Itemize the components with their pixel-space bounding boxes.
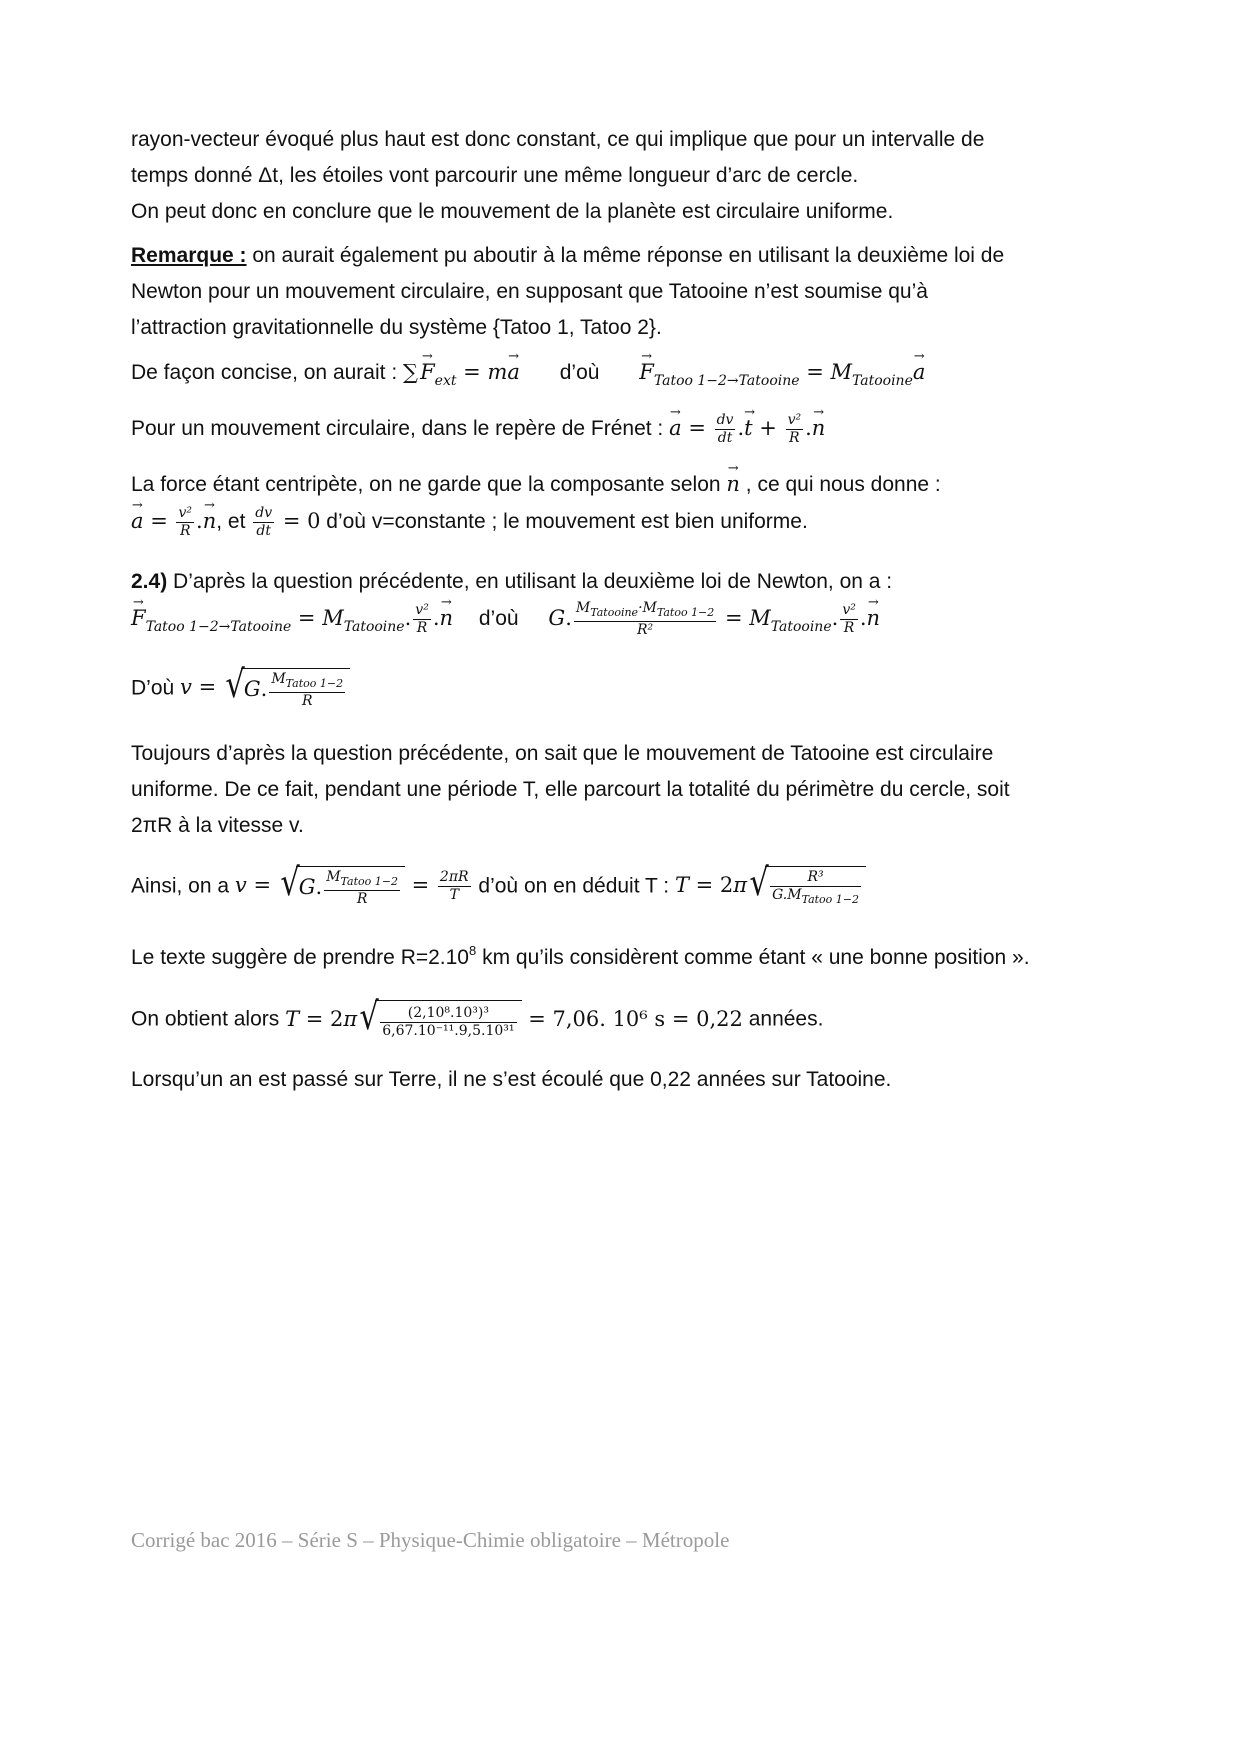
equation-result: T = 2π √ $\frac{\text{(2,10⁸.10³)³}}{\text{6,67.10⁻¹¹.9,5.10³¹}}$ = 7,06. 10⁶ s = 0,22 [285,994,743,1039]
equation-frenet: → a = $\frac{dv}{dt}$ .→ t + $\frac{\text{v²}}{R}$ .→ n [669,416,825,440]
text-line: temps donné Δt, les étoiles vont parcourir une même longueur d’arc de cercle. [131,164,859,187]
equation-force: → $F_{Tatoo 1-2\to Tatooine} = M_{Tatooine}\to a$ [639,360,925,384]
paragraph-toujours [131,736,1122,844]
dou-text: d’où [559,361,600,384]
text-line: La force étant centripète, on ne garde que la composante selon [131,473,727,496]
text-line: On peut donc en conclure que le mouvement de la planète est circulaire uniforme. [131,200,894,223]
paragraph-obtient [131,994,1122,1040]
equation-newton: ∑ → $F_{ext} = m\to a$ [403,360,520,384]
paragraph-texte [131,933,1122,976]
paragraph-ainsi [131,860,1122,908]
text-line: D’après la question précédente, en utilisant la deuxième loi de Newton, on a : [167,570,893,593]
question-label: 2.4) [131,570,168,593]
text-line: Pour un mouvement circulaire, dans le repère de Frénet : [131,417,670,440]
text-line: on aurait également pu aboutir à la même réponse en utilisant la deuxième loi de [246,244,1005,267]
result-denominator: 6,67.10⁻¹¹.9,5.10³¹ [382,1023,515,1039]
result-numerator: (2,10⁸.10³)³ [380,1005,516,1023]
equation-q24-right: G. $\frac{M_{Tatooine}\cdot M_{Tatoo 1-2}}{\text{R²}}$ = $M_{Tatooine}$. $\frac{\text{v²}}{R}$ .→ n [548,606,880,630]
text-line: Toujours d’après la question précédente, on sait que le mouvement de Tatooine est circulaire [131,742,994,765]
result-value: = 7,06. 10⁶ s = 0,22 [528,1006,743,1031]
paragraph-conclusion [131,1062,1122,1098]
text-line: d’où on en déduit T : [472,874,675,898]
paragraph-remark [131,238,1122,346]
equation-v: v = √ G. $\frac{M_{Tatoo 1-2}}{R}$ [180,675,350,699]
text-line: 2πR à la vitesse v. [131,814,304,837]
text-line: km qu’ils considèrent comme étant « une bonne position ». [476,946,1030,969]
text-line: Lorsqu’un an est passé sur Terre, il ne s’est écoulé que 0,22 années sur Tatooine. [131,1068,892,1091]
equation-centripete: → a = $\frac{\text{v²}}{R}$ .→ n [131,509,216,533]
exponent: 8 [469,943,477,958]
text-line: d’où v=constante ; le mouvement est bien uniforme. [320,510,808,533]
text-line: Newton pour un mouvement circulaire, en supposant que Tatooine n’est soumise qu’à [131,280,928,303]
dou-text: d’où [478,607,519,630]
paragraph-centripete [131,466,1122,540]
text-line: l’attraction gravitationnelle du système {Tatoo 1, Tatoo 2}. [131,316,662,339]
text-line: , ce qui nous donne : [739,473,941,496]
text-line: Ainsi, on a [131,874,235,898]
text-line: rayon-vecteur évoqué plus haut est donc constant, ce qui implique que pour un intervalle de [131,128,985,151]
paragraph-vitesse [131,662,1122,710]
et-text: , et [216,510,252,533]
text-line: uniforme. De ce fait, pendant une période T, elle parcourt la totalité du périmètre du cercle, soit [131,778,1010,801]
paragraph-concise [131,354,1122,399]
remark-label: Remarque : [131,244,247,267]
text-line: On obtient alors [131,1007,286,1031]
equation-dvdt: $\frac{dv}{dt}$ = 0 [255,505,321,539]
equation-v-period: v = √ G. $\frac{M_{Tatoo 1-2}}{R}$ = $\frac{2\pi R}{T}$ [234,860,469,907]
text-line: Le texte suggère de prendre R=2.10 [131,946,469,969]
vector-n: → n [726,472,740,496]
text-line: De façon concise, on aurait : [131,361,403,384]
equation-q24-left: → $F_{Tatoo 1-2\to Tatooine} = M_{Tatooine}$. $\frac{\text{v²}}{R}$ .→ n [131,606,453,630]
text-line: D’où [131,676,181,700]
paragraph-q24 [131,564,1122,645]
paragraph-intro [131,122,1122,230]
page-footer: Corrigé bac 2016 – Série S – Physique-Chimie obligatoire – Métropole [131,1528,730,1552]
text-line: années. [742,1007,824,1031]
equation-period: T = 2π √ $\frac{\text{R³}}{G.M_{Tatoo 1-2}}$ [675,873,866,897]
paragraph-frenet [131,410,1122,447]
